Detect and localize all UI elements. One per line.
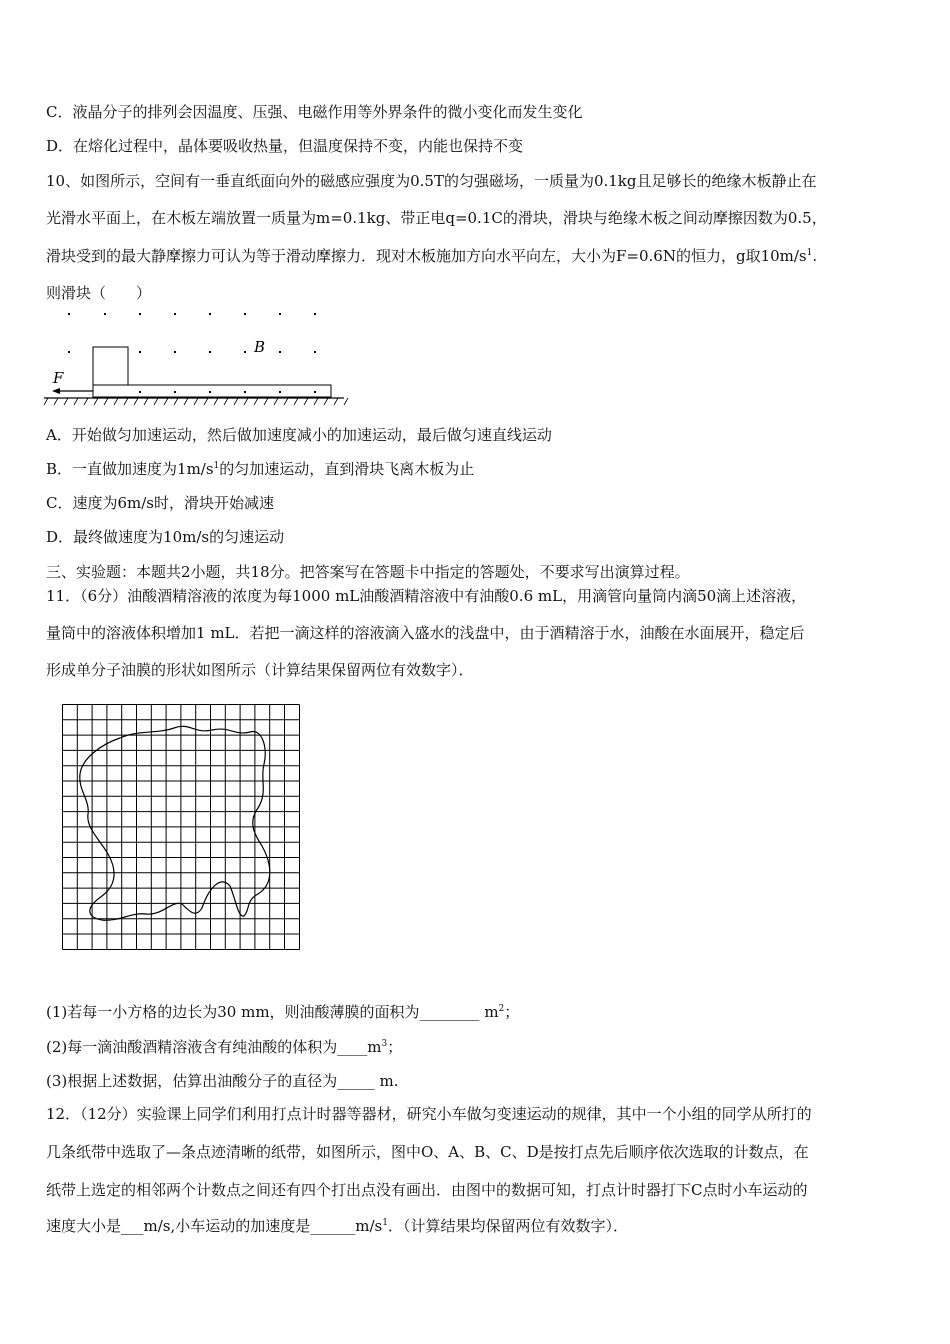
oil-film-outline bbox=[80, 726, 270, 920]
q10-stem-line-3-end: . bbox=[812, 247, 818, 265]
force-arrow-head bbox=[52, 388, 60, 394]
q11-stem-line-1: 11．（6分）油酸酒精溶液的浓度为每1000 mL油酸酒精溶液中有油酸0.6 mL，用滴管向量筒内滴50滴上述溶液， bbox=[46, 587, 807, 605]
q11-sub-question-3: (3)根据上述数据，估算出油酸分子的直径为_____ m. bbox=[46, 1072, 399, 1090]
q10-stem-line-3-text: 滑块受到的最大静摩擦力可认为等于滑动摩擦力．现对木板施加方向水平向左，大小为F=0.6N的恒力，g取10m/s bbox=[46, 247, 807, 265]
q11-sub-question-1-text: (1)若每一小方格的边长为30 mm，则油酸薄膜的面积为________ m bbox=[46, 1003, 499, 1021]
q11-sub-question-1-sup: 2 bbox=[498, 1004, 505, 1014]
grid-lines bbox=[63, 705, 300, 950]
q10-stem-line-3-sup: 1 bbox=[806, 248, 813, 258]
q10-option-b-text: B．一直做加速度为1m/s bbox=[46, 460, 214, 478]
oil-film-grid-figure bbox=[62, 704, 302, 952]
q10-option-b-sup: 1 bbox=[213, 461, 220, 471]
q11-sub-question-2-sup: 3 bbox=[381, 1039, 388, 1049]
q10-stem-line-1: 10、如图所示，空间有一垂直纸面向外的磁感应强度为0.5T的匀强磁场，一质量为0.1kg且足够长的绝缘木板静止在 bbox=[46, 172, 817, 190]
q11-sub-question-2 bbox=[46, 1037, 402, 1057]
q10-option-b bbox=[46, 459, 474, 479]
q10-stem-line-3 bbox=[46, 246, 817, 266]
field-label: B bbox=[254, 338, 266, 356]
section-3-heading: 三、实验题：本题共2小题，共18分。把答案写在答题卡中指定的答题处，不要求写出演算过程。 bbox=[46, 563, 690, 581]
q10-option-a: A．开始做匀加速运动，然后做加速度减小的加速运动，最后做匀速直线运动 bbox=[46, 426, 552, 444]
q12-stem-line-3: 纸带上选定的相邻两个计数点之间还有四个打出点没有画出．由图中的数据可知，打点计时器打下C点时小车运动的 bbox=[46, 1181, 808, 1199]
q11-sub-question-2-text: (2)每一滴油酸酒精溶液含有纯油酸的体积为____m bbox=[46, 1038, 382, 1056]
ground-hatching bbox=[44, 398, 348, 405]
q11-sub-question-1 bbox=[46, 1002, 519, 1022]
q10-board-block-figure bbox=[44, 308, 350, 408]
q10-option-b-end: 的匀加速运动，直到滑块飞离木板为止 bbox=[219, 460, 475, 478]
q9-option-c: C．液晶分子的排列会因温度、压强、电磁作用等外界条件的微小变化而发生变化 bbox=[46, 103, 583, 121]
force-label: F bbox=[53, 369, 64, 387]
q10-stem-line-2: 光滑水平面上，在木板左端放置一质量为m=0.1kg、带正电q=0.1C的滑块，滑块与绝缘木板之间动摩擦因数为0.5， bbox=[46, 209, 827, 227]
q11-sub-question-1-end: ； bbox=[504, 1003, 520, 1021]
q11-stem-line-3: 形成单分子油膜的形状如图所示（计算结果保留两位有效数字）． bbox=[46, 661, 474, 679]
slider-block bbox=[93, 347, 128, 385]
q11-sub-question-2-end: ； bbox=[387, 1038, 403, 1056]
q12-stem-line-4-sup: 1 bbox=[382, 1218, 388, 1228]
q12-stem-line-1: 12．（12分）实验课上同学们利用打点计时器等器材，研究小车做匀变速运动的规律，其中一个小组的同学从所打的 bbox=[46, 1105, 812, 1123]
q10-option-d: D．最终做速度为10m/s的匀速运动 bbox=[46, 528, 285, 546]
q12-stem-line-4-text: 速度大小是___m/s,小车运动的加速度是______m/s bbox=[46, 1217, 383, 1235]
q10-stem-line-4: 则滑块（ ） bbox=[46, 284, 152, 302]
q12-stem-line-4 bbox=[46, 1216, 628, 1236]
insulating-board bbox=[93, 385, 331, 397]
q9-option-d: D．在熔化过程中，晶体要吸收热量，但温度保持不变，内能也保持不变 bbox=[46, 137, 524, 155]
q10-option-c: C．速度为6m/s时，滑块开始减速 bbox=[46, 494, 274, 512]
q11-stem-line-2: 量筒中的溶液体积增加1 mL．若把一滴这样的溶液滴入盛水的浅盘中，由于酒精溶于水，油酸在水面展开，稳定后 bbox=[46, 624, 805, 642]
q12-stem-line-2: 几条纸带中选取了—条点迹清晰的纸带，如图所示，图中O、A、B、C、D是按打点先后顺序依次选取的计数点，在 bbox=[46, 1143, 809, 1161]
q12-stem-line-4-end: ．（计算结果均保留两位有效数字）． bbox=[387, 1217, 628, 1235]
